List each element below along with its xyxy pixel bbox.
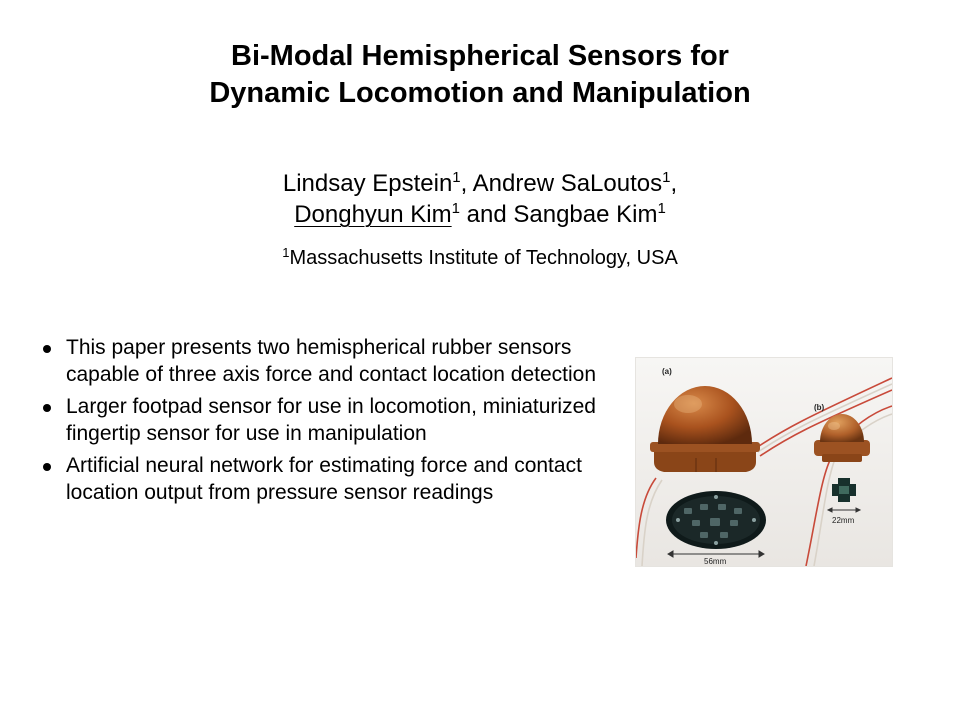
author-conjunction: and: [459, 201, 514, 228]
bullet-text-3: Artificial neural network for estimating force and contact location output from pressure sensor readings: [66, 454, 582, 504]
large-pcb-board: [666, 491, 766, 549]
bullet-dot-icon: [43, 463, 51, 471]
author-list: [0, 168, 960, 230]
paper-title: [0, 38, 960, 112]
bullet-item-1: [40, 334, 620, 388]
bullet-dot-icon: [43, 345, 51, 353]
author-line-1: [0, 168, 960, 199]
author-name-3: Donghyun Kim: [294, 201, 452, 228]
author-separator-2: ,: [670, 170, 678, 197]
author-name-4: Sangbae Kim: [513, 201, 658, 228]
author-affil-2: 1: [662, 169, 671, 186]
figure-label-a: (a): [662, 367, 672, 376]
author-separator-1: ,: [460, 170, 473, 197]
bullet-item-2: [40, 393, 620, 447]
dimension-label-22mm: 22mm: [832, 516, 855, 525]
summary-bullet-list: [40, 334, 620, 511]
title-line-1: Bi-Modal Hemispherical Sensors for: [231, 40, 729, 72]
author-name-2: Andrew SaLoutos: [472, 170, 663, 197]
bullet-dot-icon: [43, 404, 51, 412]
affiliation-name: Massachusetts Institute of Technology, USA: [289, 247, 678, 269]
author-affil-4: 1: [657, 200, 666, 217]
sensor-photo-illustration: [636, 358, 892, 566]
affiliation: [0, 244, 960, 272]
bullet-text-2: Larger footpad sensor for use in locomotion, miniaturized fingertip sensor for use in manipulation: [66, 395, 596, 445]
bullet-item-3: [40, 452, 620, 506]
bullet-text-1: This paper presents two hemispherical rubber sensors capable of three axis force and contact location detection: [66, 336, 597, 386]
author-name-1: Lindsay Epstein: [282, 170, 453, 197]
dimension-label-56mm: 56mm: [704, 557, 727, 566]
title-line-2: Dynamic Locomotion and Manipulation: [209, 77, 751, 109]
figure-label-b: (b): [814, 403, 825, 412]
sensor-photo: [635, 357, 893, 567]
author-affil-3: 1: [451, 200, 460, 217]
affiliation-marker: 1: [282, 245, 290, 260]
author-line-2: [0, 199, 960, 230]
author-affil-1: 1: [452, 169, 461, 186]
